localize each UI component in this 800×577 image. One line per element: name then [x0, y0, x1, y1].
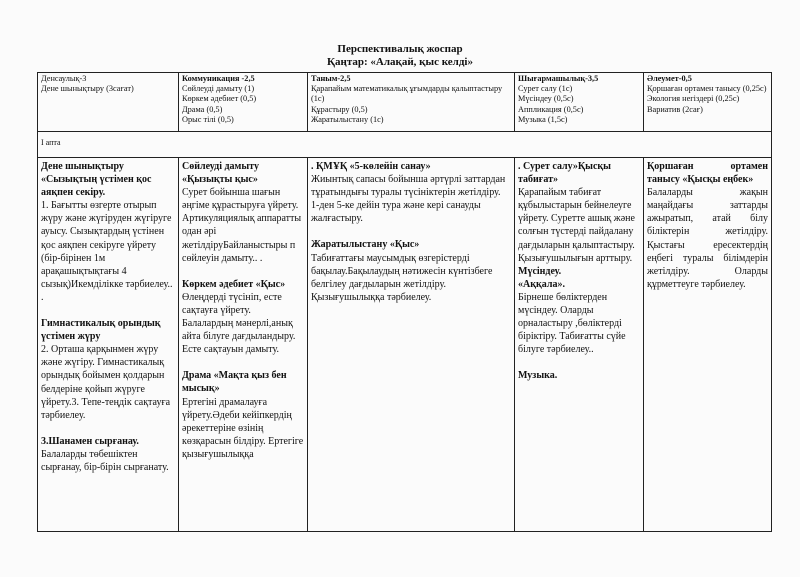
activity-title: Көркем әдебиет «Қыс»	[182, 278, 286, 290]
plan-table	[37, 72, 772, 532]
activity-title: Жаратылыстану «Қыс»	[311, 239, 420, 251]
week-label: I апта	[38, 132, 772, 158]
activity-text: Балаларды жақын маңайдағы заттарды ажыратып, атай білу біліктерін жетілдіру. Қыстағы ересектердің еңбегі туралы білімдерін жетілдіру. Оларды құрметтеуге тәрбиелеу.	[647, 187, 768, 290]
activity-title: Қоршаған ортамен танысу «Қысқы еңбек»	[647, 161, 768, 186]
header-social: Әлеумет-0,5 Қоршаған ортамен танысу (0,25с) Экология негіздері (0,25с) Вариатив (2сағ)	[644, 73, 772, 132]
activity-title: «Аққала».	[518, 278, 565, 290]
activity-title: Сөйлеуді дамыту «Қызықты қыс»	[182, 161, 259, 186]
activity-text: Ертегіні драмалауға үйрету.Әдеби кейіпкердің әрекеттеріне өзінің көзқарасын білдіру. Ертегіге қызығушылыққа	[182, 396, 304, 460]
communication-column	[179, 158, 308, 532]
activity-title: 3.Шанамен сырғанау.	[41, 435, 139, 447]
cognition-column	[308, 158, 515, 532]
header-communication: Коммуникация -2,5 Сөйлеуді дамыту (1) Көркем әдебиет (0,5) Драма (0,5) Орыс тілі (0,5)	[179, 73, 308, 132]
activity-title: Мүсіндеу.	[518, 265, 562, 277]
activity-title: Дене шынықтыру «Сызықтың үстімен қос аяқпен секіру.	[41, 161, 152, 199]
creativity-column	[515, 158, 644, 532]
activity-text: Қарапайым табиғат құбылыстарын бейнелеуге үйрету. Суретте ашық және солғын түстерді пайдалану дағдыларын қалыптастыру. Қызығушылығын арттыру.	[518, 187, 635, 264]
activity-title: . ҚМҰҚ «5-көлейін санау»	[311, 161, 431, 172]
header-row	[38, 73, 772, 132]
activity-title: Гимнастикалық орындық үстімен жүру	[41, 318, 161, 343]
activity-title: Музыка.	[518, 370, 558, 382]
activity-title: . Сурет салу»Қысқы табиғат»	[518, 161, 611, 186]
activity-text: Жиынтық сапасы бойынша әртүрлі заттардан тұратындығы туралы түсініктерін жетілдіру. 1-ден 5-ке дейін тура және кері санауды жалғастыру.	[311, 174, 506, 225]
week-row	[38, 132, 772, 158]
header-cognition: Таным-2,5 Қарапайым математикалық ұғымдарды қалыптастыру (1с) Құрастыру (0,5) Жаратылыстану (1с)	[308, 73, 515, 132]
header-creativity: Шығармашылық-3,5 Сурет салу (1с) Мүсіндеу (0,5с) Аппликация (0,5с) Музыка (1,5с)	[515, 73, 644, 132]
activity-text: Балаларды төбешіктен сырғанау, бір-бірін сырғанату.	[41, 448, 169, 473]
activity-text: Сурет бойынша шағын әңгіме құрастыруға үйрету. Артикуляциялық аппаратты одан әрі жетілдіруБайланыстыры п сөйлеуін дамыту.. .	[182, 187, 302, 264]
activity-title: Драма «Мақта қыз бен мысық»	[182, 370, 287, 395]
header-health: Денсаулық-3 Дене шынықтыру (3сағат)	[38, 73, 179, 132]
health-column	[38, 158, 179, 532]
activity-text: 1. Бағытты өзгерте отырып жүру және жүгіруден жүгіруге ауысу. Сызықтардың үстінен қос аяқпен секіруге үйрету (бір-бірінен 1м арақашықтықтағы 4 сызық)Икемділікке тәрбиелеу.. .	[41, 200, 173, 303]
activity-text: 2. Орташа қарқынмен жүру және жүгіру. Гимнастикалық орындық бойымен қолдарын белдеріне қойып жүруге үйрету.3. Тепе-теңдік сақтауға тәрбиелеу.	[41, 344, 171, 421]
page-subtitle: Қаңтар: «Алақай, қыс келді»	[327, 56, 473, 68]
activity-text: Бірнеше бөліктерден мүсіндеу. Оларды орналастыру ,бөліктерді біріктіру. Табиғатты сүйе білуге тәрбиелеу..	[518, 291, 626, 356]
activity-text: Өлеңдерді түсініп, есте сақтауға үйрету. Балалардың мәнерлі,анық айта білуге дағдыландыру. Есте сақтауын дамыту.	[182, 291, 296, 356]
page-title: Перспективалық жоспар	[337, 43, 463, 55]
activity-text: Табиғаттағы маусымдық өзгерістерді бақылау.Бақылаудың нәтижесін күнтізбеге белгілеу дағдыларын жетілдіру. Қызығушылыққа тәрбиелеу.	[311, 252, 493, 303]
social-column	[644, 158, 772, 532]
content-row	[38, 158, 772, 532]
